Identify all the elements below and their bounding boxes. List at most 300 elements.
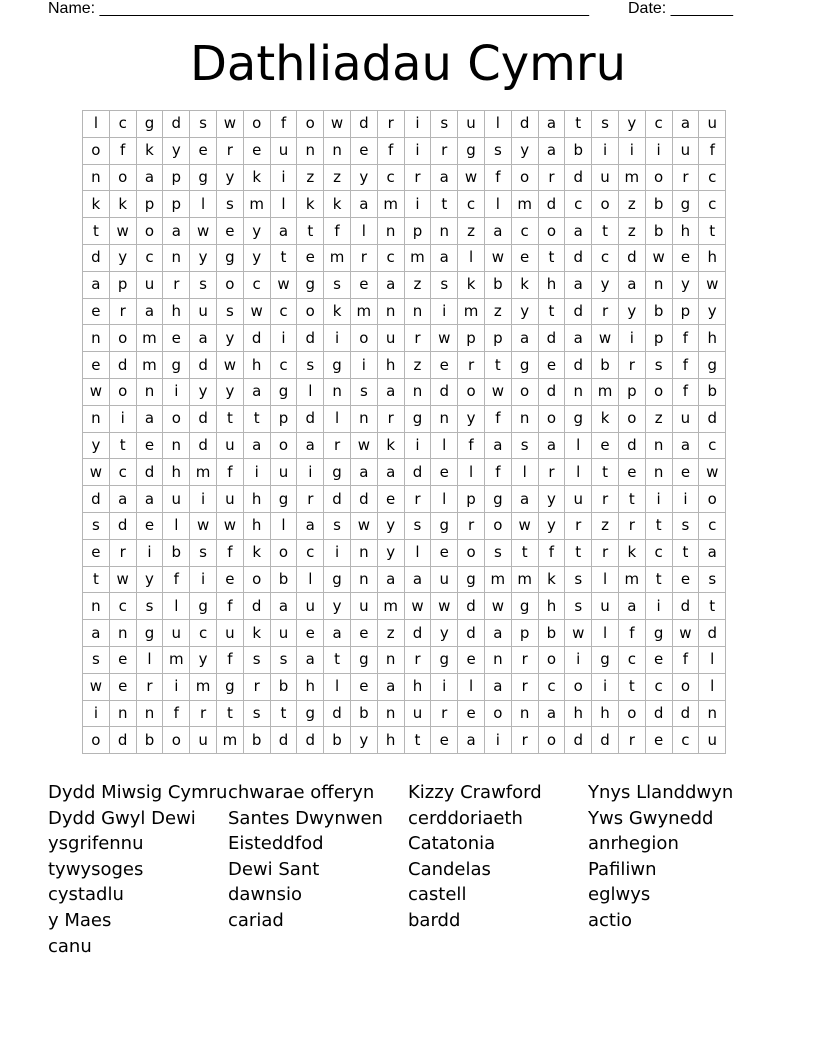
- grid-cell[interactable]: e: [83, 298, 110, 325]
- grid-cell[interactable]: u: [592, 593, 619, 620]
- grid-cell[interactable]: u: [672, 137, 699, 164]
- grid-cell[interactable]: e: [592, 432, 619, 459]
- grid-cell[interactable]: o: [297, 298, 324, 325]
- grid-cell[interactable]: n: [297, 137, 324, 164]
- grid-cell[interactable]: c: [458, 191, 485, 218]
- grid-cell[interactable]: i: [592, 673, 619, 700]
- grid-cell[interactable]: s: [511, 432, 538, 459]
- grid-cell[interactable]: i: [672, 486, 699, 513]
- grid-cell[interactable]: w: [216, 352, 243, 379]
- grid-cell[interactable]: r: [136, 673, 163, 700]
- grid-cell[interactable]: e: [350, 673, 377, 700]
- grid-cell[interactable]: r: [324, 432, 351, 459]
- grid-cell[interactable]: c: [243, 271, 270, 298]
- grid-cell[interactable]: n: [377, 646, 404, 673]
- grid-cell[interactable]: e: [645, 727, 672, 754]
- grid-cell[interactable]: l: [297, 378, 324, 405]
- grid-cell[interactable]: o: [243, 566, 270, 593]
- grid-cell[interactable]: o: [618, 405, 645, 432]
- grid-cell[interactable]: i: [404, 191, 431, 218]
- grid-cell[interactable]: o: [565, 673, 592, 700]
- grid-cell[interactable]: y: [511, 298, 538, 325]
- grid-cell[interactable]: u: [216, 432, 243, 459]
- grid-cell[interactable]: a: [538, 700, 565, 727]
- grid-cell[interactable]: s: [404, 512, 431, 539]
- grid-cell[interactable]: g: [297, 271, 324, 298]
- grid-cell[interactable]: o: [699, 486, 726, 513]
- grid-cell[interactable]: e: [431, 727, 458, 754]
- grid-cell[interactable]: u: [216, 486, 243, 513]
- grid-cell[interactable]: g: [458, 566, 485, 593]
- grid-cell[interactable]: d: [511, 111, 538, 138]
- grid-cell[interactable]: i: [324, 325, 351, 352]
- grid-cell[interactable]: f: [538, 539, 565, 566]
- grid-cell[interactable]: d: [565, 298, 592, 325]
- grid-cell[interactable]: d: [565, 727, 592, 754]
- grid-cell[interactable]: o: [163, 727, 190, 754]
- grid-cell[interactable]: b: [270, 673, 297, 700]
- grid-cell[interactable]: i: [645, 137, 672, 164]
- grid-cell[interactable]: f: [109, 137, 136, 164]
- grid-cell[interactable]: g: [511, 352, 538, 379]
- grid-cell[interactable]: y: [83, 432, 110, 459]
- grid-cell[interactable]: i: [484, 727, 511, 754]
- grid-cell[interactable]: m: [511, 566, 538, 593]
- grid-cell[interactable]: r: [592, 539, 619, 566]
- grid-cell[interactable]: d: [109, 727, 136, 754]
- grid-cell[interactable]: l: [297, 566, 324, 593]
- grid-cell[interactable]: o: [538, 646, 565, 673]
- grid-cell[interactable]: k: [618, 539, 645, 566]
- grid-cell[interactable]: r: [431, 700, 458, 727]
- grid-cell[interactable]: u: [297, 593, 324, 620]
- grid-cell[interactable]: e: [672, 566, 699, 593]
- grid-cell[interactable]: d: [83, 244, 110, 271]
- grid-cell[interactable]: t: [645, 566, 672, 593]
- grid-cell[interactable]: y: [538, 486, 565, 513]
- grid-cell[interactable]: a: [136, 405, 163, 432]
- grid-cell[interactable]: n: [484, 646, 511, 673]
- grid-cell[interactable]: g: [565, 405, 592, 432]
- grid-cell[interactable]: o: [484, 512, 511, 539]
- grid-cell[interactable]: l: [163, 593, 190, 620]
- grid-cell[interactable]: p: [404, 218, 431, 245]
- grid-cell[interactable]: s: [350, 378, 377, 405]
- grid-cell[interactable]: a: [270, 593, 297, 620]
- grid-cell[interactable]: w: [404, 593, 431, 620]
- grid-cell[interactable]: r: [109, 539, 136, 566]
- grid-cell[interactable]: b: [350, 700, 377, 727]
- grid-cell[interactable]: y: [350, 727, 377, 754]
- grid-cell[interactable]: n: [404, 378, 431, 405]
- grid-cell[interactable]: e: [216, 566, 243, 593]
- grid-cell[interactable]: l: [699, 673, 726, 700]
- grid-cell[interactable]: s: [592, 111, 619, 138]
- grid-cell[interactable]: k: [109, 191, 136, 218]
- grid-cell[interactable]: i: [190, 566, 217, 593]
- grid-cell[interactable]: r: [404, 486, 431, 513]
- grid-cell[interactable]: g: [163, 352, 190, 379]
- grid-cell[interactable]: h: [538, 593, 565, 620]
- grid-cell[interactable]: o: [645, 164, 672, 191]
- grid-cell[interactable]: e: [458, 646, 485, 673]
- grid-cell[interactable]: i: [324, 539, 351, 566]
- grid-cell[interactable]: h: [672, 218, 699, 245]
- grid-cell[interactable]: i: [618, 325, 645, 352]
- grid-cell[interactable]: o: [243, 111, 270, 138]
- grid-cell[interactable]: s: [431, 271, 458, 298]
- grid-cell[interactable]: n: [350, 566, 377, 593]
- grid-cell[interactable]: s: [190, 271, 217, 298]
- grid-cell[interactable]: b: [565, 137, 592, 164]
- grid-cell[interactable]: s: [565, 593, 592, 620]
- grid-cell[interactable]: p: [511, 620, 538, 647]
- grid-cell[interactable]: w: [216, 512, 243, 539]
- grid-cell[interactable]: a: [511, 486, 538, 513]
- grid-cell[interactable]: f: [484, 459, 511, 486]
- grid-cell[interactable]: l: [431, 432, 458, 459]
- grid-cell[interactable]: e: [136, 432, 163, 459]
- grid-cell[interactable]: k: [136, 137, 163, 164]
- grid-cell[interactable]: s: [190, 111, 217, 138]
- grid-cell[interactable]: i: [645, 593, 672, 620]
- grid-cell[interactable]: m: [377, 191, 404, 218]
- grid-cell[interactable]: e: [431, 352, 458, 379]
- grid-cell[interactable]: y: [699, 298, 726, 325]
- grid-cell[interactable]: d: [538, 325, 565, 352]
- grid-cell[interactable]: b: [484, 271, 511, 298]
- grid-cell[interactable]: a: [83, 271, 110, 298]
- grid-cell[interactable]: e: [350, 137, 377, 164]
- grid-cell[interactable]: d: [190, 405, 217, 432]
- grid-cell[interactable]: d: [350, 486, 377, 513]
- grid-cell[interactable]: h: [404, 673, 431, 700]
- grid-cell[interactable]: m: [484, 566, 511, 593]
- grid-cell[interactable]: w: [109, 218, 136, 245]
- grid-cell[interactable]: t: [565, 539, 592, 566]
- grid-cell[interactable]: g: [672, 191, 699, 218]
- grid-cell[interactable]: n: [404, 298, 431, 325]
- grid-cell[interactable]: g: [431, 512, 458, 539]
- grid-cell[interactable]: n: [163, 244, 190, 271]
- grid-cell[interactable]: r: [404, 646, 431, 673]
- grid-cell[interactable]: b: [592, 352, 619, 379]
- grid-cell[interactable]: d: [592, 727, 619, 754]
- grid-cell[interactable]: m: [458, 298, 485, 325]
- grid-cell[interactable]: w: [511, 512, 538, 539]
- grid-cell[interactable]: n: [377, 700, 404, 727]
- grid-cell[interactable]: k: [324, 191, 351, 218]
- grid-cell[interactable]: f: [458, 432, 485, 459]
- grid-cell[interactable]: f: [672, 352, 699, 379]
- grid-cell[interactable]: d: [324, 486, 351, 513]
- grid-cell[interactable]: n: [83, 593, 110, 620]
- grid-cell[interactable]: e: [350, 620, 377, 647]
- grid-cell[interactable]: f: [324, 218, 351, 245]
- grid-cell[interactable]: w: [83, 673, 110, 700]
- grid-cell[interactable]: y: [377, 539, 404, 566]
- grid-cell[interactable]: m: [350, 298, 377, 325]
- grid-cell[interactable]: r: [458, 512, 485, 539]
- grid-cell[interactable]: l: [511, 459, 538, 486]
- grid-cell[interactable]: z: [484, 298, 511, 325]
- grid-cell[interactable]: c: [270, 298, 297, 325]
- grid-cell[interactable]: t: [699, 593, 726, 620]
- grid-cell[interactable]: e: [377, 486, 404, 513]
- grid-cell[interactable]: a: [484, 432, 511, 459]
- grid-cell[interactable]: i: [645, 486, 672, 513]
- grid-cell[interactable]: u: [190, 298, 217, 325]
- grid-cell[interactable]: h: [243, 486, 270, 513]
- grid-cell[interactable]: i: [592, 137, 619, 164]
- grid-cell[interactable]: o: [458, 539, 485, 566]
- grid-cell[interactable]: u: [270, 620, 297, 647]
- grid-cell[interactable]: o: [109, 325, 136, 352]
- grid-cell[interactable]: i: [297, 459, 324, 486]
- grid-cell[interactable]: f: [216, 459, 243, 486]
- grid-cell[interactable]: b: [243, 727, 270, 754]
- grid-cell[interactable]: a: [618, 271, 645, 298]
- grid-cell[interactable]: a: [109, 486, 136, 513]
- grid-cell[interactable]: e: [109, 673, 136, 700]
- grid-cell[interactable]: c: [699, 512, 726, 539]
- grid-cell[interactable]: c: [699, 191, 726, 218]
- grid-cell[interactable]: l: [163, 512, 190, 539]
- grid-cell[interactable]: r: [511, 673, 538, 700]
- grid-cell[interactable]: o: [511, 164, 538, 191]
- grid-cell[interactable]: l: [324, 673, 351, 700]
- grid-cell[interactable]: t: [645, 512, 672, 539]
- grid-cell[interactable]: c: [618, 646, 645, 673]
- grid-cell[interactable]: l: [592, 620, 619, 647]
- grid-cell[interactable]: s: [190, 539, 217, 566]
- grid-cell[interactable]: c: [511, 218, 538, 245]
- grid-cell[interactable]: e: [109, 646, 136, 673]
- grid-cell[interactable]: s: [83, 646, 110, 673]
- grid-cell[interactable]: g: [270, 378, 297, 405]
- grid-cell[interactable]: a: [565, 271, 592, 298]
- grid-cell[interactable]: p: [458, 325, 485, 352]
- grid-cell[interactable]: a: [324, 620, 351, 647]
- grid-cell[interactable]: a: [297, 646, 324, 673]
- grid-cell[interactable]: c: [699, 432, 726, 459]
- grid-cell[interactable]: g: [297, 700, 324, 727]
- grid-cell[interactable]: s: [645, 352, 672, 379]
- grid-cell[interactable]: m: [404, 244, 431, 271]
- grid-cell[interactable]: f: [484, 164, 511, 191]
- grid-cell[interactable]: t: [270, 700, 297, 727]
- grid-cell[interactable]: i: [404, 432, 431, 459]
- grid-cell[interactable]: u: [592, 164, 619, 191]
- grid-cell[interactable]: g: [216, 244, 243, 271]
- grid-cell[interactable]: k: [83, 191, 110, 218]
- grid-cell[interactable]: e: [672, 244, 699, 271]
- grid-cell[interactable]: m: [377, 593, 404, 620]
- grid-cell[interactable]: y: [672, 271, 699, 298]
- grid-cell[interactable]: a: [136, 486, 163, 513]
- grid-cell[interactable]: d: [672, 700, 699, 727]
- grid-cell[interactable]: d: [645, 700, 672, 727]
- grid-cell[interactable]: h: [565, 700, 592, 727]
- grid-cell[interactable]: l: [565, 432, 592, 459]
- grid-cell[interactable]: s: [270, 646, 297, 673]
- grid-cell[interactable]: r: [404, 325, 431, 352]
- grid-cell[interactable]: e: [645, 646, 672, 673]
- grid-cell[interactable]: a: [618, 593, 645, 620]
- grid-cell[interactable]: d: [672, 593, 699, 620]
- grid-cell[interactable]: c: [109, 593, 136, 620]
- grid-cell[interactable]: y: [109, 244, 136, 271]
- grid-cell[interactable]: e: [83, 352, 110, 379]
- grid-cell[interactable]: a: [538, 432, 565, 459]
- grid-cell[interactable]: g: [431, 646, 458, 673]
- grid-cell[interactable]: k: [538, 566, 565, 593]
- grid-cell[interactable]: w: [350, 512, 377, 539]
- grid-cell[interactable]: a: [538, 137, 565, 164]
- grid-cell[interactable]: r: [511, 727, 538, 754]
- grid-cell[interactable]: f: [216, 593, 243, 620]
- grid-cell[interactable]: m: [592, 378, 619, 405]
- grid-cell[interactable]: n: [83, 405, 110, 432]
- grid-cell[interactable]: a: [377, 378, 404, 405]
- grid-cell[interactable]: n: [377, 218, 404, 245]
- grid-cell[interactable]: k: [324, 298, 351, 325]
- grid-cell[interactable]: d: [190, 432, 217, 459]
- grid-cell[interactable]: c: [672, 727, 699, 754]
- grid-cell[interactable]: w: [565, 620, 592, 647]
- grid-cell[interactable]: c: [377, 244, 404, 271]
- grid-cell[interactable]: p: [270, 405, 297, 432]
- grid-cell[interactable]: t: [699, 218, 726, 245]
- grid-cell[interactable]: l: [592, 566, 619, 593]
- grid-cell[interactable]: p: [136, 191, 163, 218]
- grid-cell[interactable]: k: [377, 432, 404, 459]
- grid-cell[interactable]: c: [270, 352, 297, 379]
- grid-cell[interactable]: o: [538, 727, 565, 754]
- grid-cell[interactable]: w: [699, 271, 726, 298]
- grid-cell[interactable]: r: [538, 164, 565, 191]
- grid-cell[interactable]: a: [377, 459, 404, 486]
- grid-cell[interactable]: k: [511, 271, 538, 298]
- grid-cell[interactable]: u: [136, 271, 163, 298]
- grid-cell[interactable]: b: [645, 298, 672, 325]
- grid-cell[interactable]: e: [243, 137, 270, 164]
- grid-cell[interactable]: s: [484, 539, 511, 566]
- grid-cell[interactable]: u: [270, 459, 297, 486]
- grid-cell[interactable]: o: [645, 378, 672, 405]
- grid-cell[interactable]: i: [190, 486, 217, 513]
- grid-cell[interactable]: y: [136, 566, 163, 593]
- grid-cell[interactable]: e: [538, 352, 565, 379]
- grid-cell[interactable]: a: [458, 727, 485, 754]
- grid-cell[interactable]: w: [458, 164, 485, 191]
- grid-cell[interactable]: i: [83, 700, 110, 727]
- grid-cell[interactable]: m: [216, 727, 243, 754]
- grid-cell[interactable]: r: [618, 727, 645, 754]
- grid-cell[interactable]: e: [618, 459, 645, 486]
- grid-cell[interactable]: o: [83, 727, 110, 754]
- grid-cell[interactable]: d: [699, 405, 726, 432]
- grid-cell[interactable]: m: [243, 191, 270, 218]
- grid-cell[interactable]: m: [136, 352, 163, 379]
- grid-cell[interactable]: b: [163, 539, 190, 566]
- grid-cell[interactable]: u: [565, 486, 592, 513]
- grid-cell[interactable]: d: [297, 727, 324, 754]
- grid-cell[interactable]: e: [458, 700, 485, 727]
- grid-cell[interactable]: n: [511, 700, 538, 727]
- grid-cell[interactable]: a: [565, 218, 592, 245]
- grid-cell[interactable]: r: [243, 673, 270, 700]
- grid-cell[interactable]: w: [350, 432, 377, 459]
- grid-cell[interactable]: i: [109, 405, 136, 432]
- grid-cell[interactable]: d: [109, 352, 136, 379]
- grid-cell[interactable]: y: [350, 164, 377, 191]
- grid-cell[interactable]: d: [136, 459, 163, 486]
- grid-cell[interactable]: f: [163, 566, 190, 593]
- grid-cell[interactable]: l: [699, 646, 726, 673]
- grid-cell[interactable]: l: [484, 111, 511, 138]
- grid-cell[interactable]: e: [297, 620, 324, 647]
- grid-cell[interactable]: k: [592, 405, 619, 432]
- grid-cell[interactable]: u: [377, 325, 404, 352]
- grid-cell[interactable]: s: [565, 566, 592, 593]
- grid-cell[interactable]: s: [243, 700, 270, 727]
- grid-cell[interactable]: a: [484, 673, 511, 700]
- grid-cell[interactable]: f: [672, 378, 699, 405]
- grid-cell[interactable]: i: [243, 459, 270, 486]
- grid-cell[interactable]: k: [243, 164, 270, 191]
- grid-cell[interactable]: d: [565, 352, 592, 379]
- grid-cell[interactable]: p: [618, 378, 645, 405]
- grid-cell[interactable]: r: [216, 137, 243, 164]
- grid-cell[interactable]: n: [136, 700, 163, 727]
- grid-cell[interactable]: a: [431, 164, 458, 191]
- grid-cell[interactable]: g: [136, 111, 163, 138]
- grid-cell[interactable]: t: [672, 539, 699, 566]
- grid-cell[interactable]: h: [297, 673, 324, 700]
- grid-cell[interactable]: t: [270, 244, 297, 271]
- grid-cell[interactable]: i: [163, 673, 190, 700]
- grid-cell[interactable]: g: [404, 405, 431, 432]
- grid-cell[interactable]: m: [511, 191, 538, 218]
- grid-cell[interactable]: b: [136, 727, 163, 754]
- grid-cell[interactable]: n: [109, 620, 136, 647]
- grid-cell[interactable]: u: [699, 727, 726, 754]
- grid-cell[interactable]: t: [592, 218, 619, 245]
- grid-cell[interactable]: g: [699, 352, 726, 379]
- grid-cell[interactable]: s: [83, 512, 110, 539]
- grid-cell[interactable]: b: [645, 218, 672, 245]
- grid-cell[interactable]: g: [324, 566, 351, 593]
- grid-cell[interactable]: n: [324, 378, 351, 405]
- grid-cell[interactable]: n: [431, 218, 458, 245]
- grid-cell[interactable]: n: [645, 432, 672, 459]
- grid-cell[interactable]: d: [163, 111, 190, 138]
- grid-cell[interactable]: d: [404, 459, 431, 486]
- grid-cell[interactable]: m: [163, 646, 190, 673]
- grid-cell[interactable]: u: [672, 405, 699, 432]
- grid-cell[interactable]: w: [431, 593, 458, 620]
- grid-cell[interactable]: a: [377, 566, 404, 593]
- grid-cell[interactable]: i: [431, 673, 458, 700]
- grid-cell[interactable]: h: [592, 700, 619, 727]
- grid-cell[interactable]: l: [431, 486, 458, 513]
- grid-cell[interactable]: z: [404, 271, 431, 298]
- grid-cell[interactable]: m: [324, 244, 351, 271]
- grid-cell[interactable]: o: [109, 164, 136, 191]
- grid-cell[interactable]: h: [699, 244, 726, 271]
- grid-cell[interactable]: n: [163, 432, 190, 459]
